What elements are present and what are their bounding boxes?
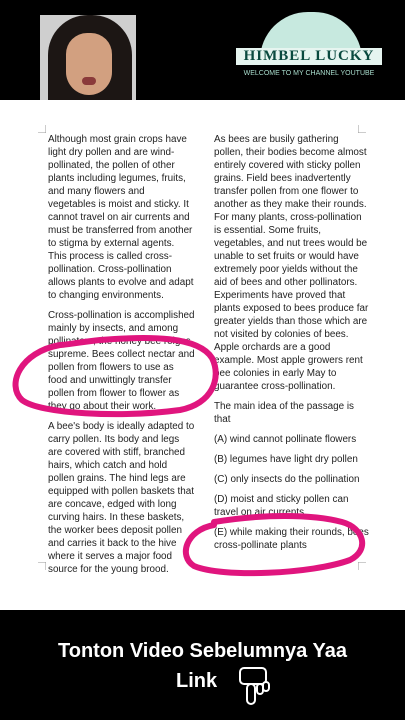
logo-title: HIMBEL LUCKY [236, 48, 382, 65]
passage-paragraph: As bees are busily gathering pollen, their bodies become almost entirely covered with sticky pollen grains. Field bees inadvertently transfer pollen from one flower to another as they make their rounds. For many plants, cross-pollination is essential. Some fruits, vegetables, and nut trees would be unable to set fruits or would have extremely poor yields without the aid of bees and other pollinators. Experiments have proved that plants exposed to bees produce far greater yields than those which are not visited by colonies of bees. Apple orchards are a good example. Most apple growers rent bee colonies in early May to guarantee cross-pollination. [214, 134, 369, 392]
passage-paragraph: Although most grain crops have light dry pollen and are wind-pollinated, the pollen of other plants including legumes, fruits, and many flowers and vegetables is moist and sticky. It cannot travel on air currents and must be transferred from another to stigma by external agents. This process is called cross-pollination. Cross-pollination allows plants to evolve and adapt to changing environments. [48, 134, 194, 301]
answer-option-b: (B) legumes have light dry pollen [214, 454, 358, 465]
footer-link-label: Link [176, 670, 218, 692]
footer-caption: Tonton Video Sebelumnya Yaa [58, 640, 347, 662]
logo-subtitle: WELCOME TO MY CHANNEL YOUTUBE [243, 70, 375, 77]
answer-option-d: (D) moist and sticky pollen can travel on air currents [214, 494, 349, 518]
answer-option-e: (E) while making their rounds, bees cross-pollinate plants [214, 527, 369, 551]
highlight-circle-paragraph [16, 338, 216, 414]
highlight-circle-answer [186, 516, 362, 573]
question-stem: The main idea of the passage is that [214, 401, 354, 425]
answer-option-c: (C) only insects do the pollination [214, 474, 360, 485]
hand-pointing-down-icon [232, 664, 276, 708]
passage-paragraph: A bee's body is ideally adapted to carry pollen. Its body and legs are covered with stiff, branched hairs, which catch and hold pollen grains. The hind legs are equipped with pollen baskets that are concave, edged with long curving hairs. In these baskets, the worker bees deposit pollen and carries it back to the hive where it serves a major food source for the young brood. [48, 421, 195, 575]
answer-option-a: (A) wind cannot pollinate flowers [214, 434, 357, 445]
passage-paragraph: Cross-pollination is accomplished mainly by insects, and among pollinators, the honey bee reigns supreme. Bees collect nectar and pollen from flowers to use as food and unwittingly transfer pollen from flower to flower as they go about their work. [48, 310, 195, 412]
